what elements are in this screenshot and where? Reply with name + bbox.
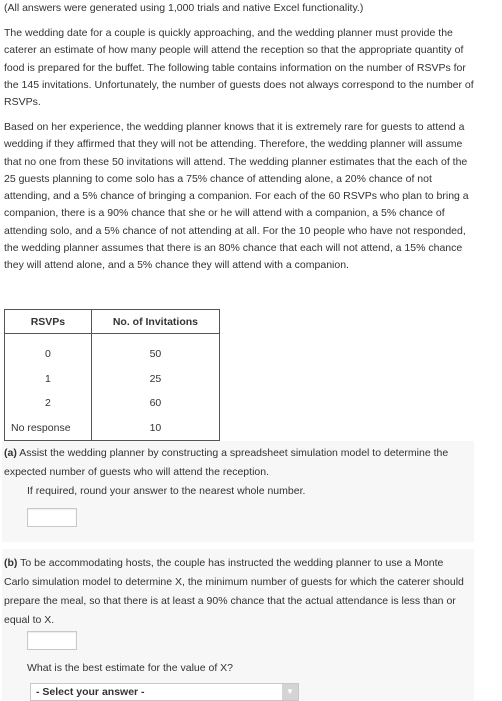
chevron-down-icon: ▼ — [282, 684, 298, 700]
part-a-section — [2, 441, 474, 542]
rsvp-cell: 2 — [5, 391, 92, 416]
table-row — [5, 367, 220, 392]
column-header-invitations: No. of Invitations — [91, 310, 219, 334]
best-estimate-select[interactable] — [30, 683, 299, 701]
part-b-question — [4, 554, 464, 630]
part-a-label: (a) — [4, 447, 17, 459]
select-placeholder: - Select your answer - — [36, 686, 145, 698]
invitations-cell: 10 — [91, 416, 219, 441]
invitations-cell: 50 — [91, 342, 219, 367]
rsvp-cell: 0 — [5, 342, 92, 367]
part-b-section — [2, 549, 474, 700]
part-b-label: (b) — [4, 557, 18, 569]
table-row — [5, 416, 220, 441]
table-header-row — [5, 310, 220, 334]
rsvp-table — [4, 309, 220, 441]
part-b-answer-input[interactable] — [27, 631, 77, 650]
table-spacer-row — [5, 334, 220, 343]
part-a-question — [4, 444, 464, 482]
invitations-cell: 60 — [91, 391, 219, 416]
rsvp-cell: 1 — [5, 367, 92, 392]
part-a-answer-input[interactable] — [27, 508, 77, 527]
problem-paragraph-2: Based on her experience, the wedding planner knows that it is extremely rare for guests to attend a wedding if they affirmed that they will not be attending. Therefore, the wedding planner will assume that no one from these 50 invitations will attend. The wedding planner estimates that the each of the 25 guests planning to come solo has a 75% chance of attending alone, a 20% chance of not attending, and a 5% chance of bringing a companion. For each of the 60 RSVPs who plan to bring a companion, there is a 90% chance that she or he will attend with a companion, a 5% chance of attending solo, and a 5% chance of not attending at all. For the 10 people who have not responded, the wedding planner assumes that there is an 80% chance that each will not attend, a 15% chance they will attend alone, and a 5% chance they will attend with a companion. — [4, 121, 469, 272]
table-row — [5, 391, 220, 416]
invitations-cell: 25 — [91, 367, 219, 392]
problem-paragraph-1: The wedding date for a couple is quickly approaching, and the wedding planner must provide the caterer an estimate of how many people will attend the reception so that the appropriate quantity of food is prepared for the buffet. The following table contains information on the number of RSVPs for the 145 invitations. Unfortunately, the number of guests does not always correspond to the number of RSVPs. — [4, 27, 474, 109]
column-header-rsvps: RSVPs — [5, 310, 92, 334]
part-a-instruction: If required, round your answer to the nearest whole number. — [27, 485, 306, 497]
instructions-note: (All answers were generated using 1,000 trials and native Excel functionality.) — [4, 2, 364, 14]
part-a-question-text: Assist the wedding planner by constructing a spreadsheet simulation model to determine the expected number of guests who will attend the reception. — [4, 447, 449, 478]
rsvp-cell: No response — [5, 416, 92, 441]
best-estimate-question: What is the best estimate for the value of X? — [27, 662, 234, 674]
part-b-question-text: To be accommodating hosts, the couple has instructed the wedding planner to use a Monte Carlo simulation model to determine X, the minimum number of guests for which the caterer should prepare the meal, so that there is at least a 90% chance that the actual attendance is less than or equal to X. — [4, 557, 464, 626]
table-row — [5, 342, 220, 367]
